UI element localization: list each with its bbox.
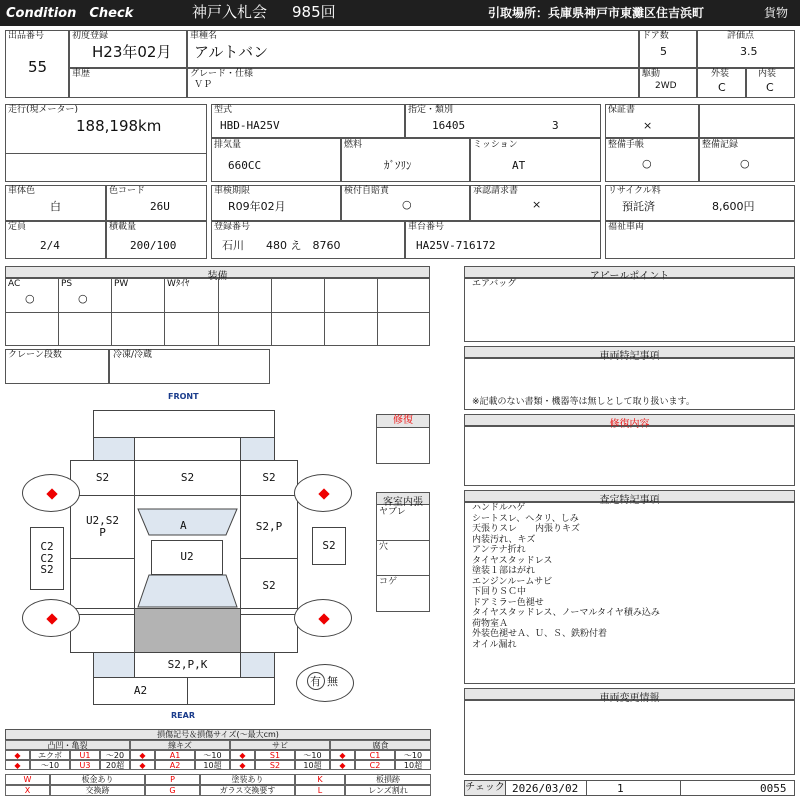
windshield xyxy=(138,509,237,535)
legend-code: C1 xyxy=(355,750,395,760)
front-label: FRONT xyxy=(168,392,199,401)
fuel: ｶﾞｿﾘﾝ xyxy=(384,159,412,172)
insurance-label: 検付自賠責 xyxy=(344,186,390,196)
mission-label: ミッション xyxy=(473,140,518,150)
spare-present: 有 xyxy=(310,675,321,688)
rear-bumper-left: A2 xyxy=(93,677,188,705)
fuel-label: 燃料 xyxy=(344,140,363,150)
blank-cell xyxy=(699,104,795,138)
legend-cell: ～10 xyxy=(195,750,230,760)
chassis-label: 車台番号 xyxy=(408,222,445,232)
wheel-rear-right xyxy=(294,599,352,637)
appeal-header: アピールポイント xyxy=(464,266,795,278)
doors: 5 xyxy=(660,45,667,58)
legend-group-dent: 凸凹・亀裂 xyxy=(5,740,130,750)
legend-group-corrosion: 腐食 xyxy=(330,740,431,750)
first-reg-label: 初度登録 xyxy=(72,31,109,41)
legend-cell: 10超 xyxy=(395,760,431,770)
interior: C xyxy=(766,81,774,94)
changes-header: 車両変更情報 xyxy=(464,688,795,700)
equip-ps-mark: ○ xyxy=(78,292,88,305)
legend-cell: ～10 xyxy=(395,750,431,760)
inspection-note-line: 外装色褪せＡ、Ｕ、Ｓ、鉄粉付着 xyxy=(472,629,608,639)
category-no: 3 xyxy=(552,119,559,132)
inspection-note-line: 天張りスレ 内張りキズ xyxy=(472,524,580,534)
changes-box xyxy=(464,700,795,775)
inspection-notes xyxy=(472,503,660,650)
divider xyxy=(376,540,430,541)
designation-label: 指定・類別 xyxy=(408,105,454,115)
cargo-floor xyxy=(134,608,241,653)
repair-box xyxy=(464,426,795,486)
repair-side-label: 修復 xyxy=(376,414,430,428)
legend-cell: ～10 xyxy=(295,750,330,760)
inspection-note-line: タイヤスタッドレス xyxy=(472,555,553,566)
legend-cell: 10超 xyxy=(195,760,230,770)
legend-code: C2 xyxy=(355,760,395,770)
diamond-icon: ◆ xyxy=(5,760,30,770)
legend-code: W xyxy=(5,774,50,785)
equip-ps-label: PS xyxy=(61,279,73,289)
inspection-note-line: 荷物室Ａ xyxy=(472,618,509,629)
notes-header: 査定特記事項 xyxy=(464,490,795,502)
mission: AT xyxy=(512,159,526,172)
drive: 2WD xyxy=(655,81,677,91)
left-rear-door xyxy=(70,558,135,615)
legend-code: K xyxy=(295,774,345,785)
warranty: × xyxy=(643,119,653,132)
divider xyxy=(376,575,430,576)
legend-code: S1 xyxy=(255,750,295,760)
appeal-text: エアバッグ xyxy=(472,279,517,289)
legend-cell: 20超 xyxy=(100,760,130,770)
history-label: 車歴 xyxy=(72,69,91,79)
score: 3.5 xyxy=(740,45,758,58)
capacity-label: 定員 xyxy=(8,222,27,232)
legend-header: 損傷記号＆損傷サイズ(～最大cm) xyxy=(5,729,431,740)
cabin-hole: 穴 xyxy=(379,542,389,552)
inspection-date: R09年02月 xyxy=(228,200,286,213)
front-grille xyxy=(134,437,241,461)
right-side-panel: S2 xyxy=(312,527,346,565)
lot-number: 55 xyxy=(28,58,48,76)
vehicle-category: 貨物 xyxy=(764,6,789,20)
legend-code: P xyxy=(145,774,200,785)
inspection-note-line: ハンドルハゲ xyxy=(472,503,526,513)
maint-record-label: 整備記録 xyxy=(702,140,739,150)
reg-no-label: 登録番号 xyxy=(214,222,251,232)
model-label: 型式 xyxy=(214,105,233,115)
mileage-cell xyxy=(5,104,207,182)
grade-label: グレード・仕様 xyxy=(190,69,254,79)
spare-none: 無 xyxy=(327,675,338,688)
crane-label: クレーン段数 xyxy=(8,350,62,360)
inspection-note-line: 内装汚れ、キズ xyxy=(472,534,536,545)
diamond-icon: ◆ xyxy=(130,750,155,760)
diamond-icon: ◆ xyxy=(230,760,255,770)
legend-code: A1 xyxy=(155,750,195,760)
diamond-icon: ◆ xyxy=(330,750,355,760)
maint-record: ○ xyxy=(740,157,750,170)
exterior: C xyxy=(718,81,726,94)
check-label: チェック xyxy=(464,780,506,796)
legend-cell: ～20 xyxy=(100,750,130,760)
lot-number-label: 出品番号 xyxy=(8,31,45,41)
score-label: 評価点 xyxy=(727,31,755,41)
equip-pw-label: PW xyxy=(114,279,129,289)
legend-group-rust: サビ xyxy=(230,740,330,750)
inspection-label: 車検期限 xyxy=(214,186,251,196)
divider xyxy=(5,153,207,154)
approval-label: 承認請求書 xyxy=(473,186,519,196)
inspection-note-line: ドアミラー色褪せ xyxy=(472,597,544,608)
approval: × xyxy=(532,198,542,211)
maint-book: ○ xyxy=(642,157,652,170)
legend-cell: 交換跡 xyxy=(50,785,145,796)
car-name: アルトバン xyxy=(194,43,269,61)
check-code: 0055 xyxy=(760,782,787,795)
warranty-label: 保証書 xyxy=(608,105,636,115)
roof-damage: A xyxy=(180,519,187,532)
designation: 16405 xyxy=(432,119,466,132)
front-right-light xyxy=(240,437,275,461)
check-number: 1 xyxy=(617,782,624,795)
auction-count: 985回 xyxy=(292,3,336,21)
cabin-tear: ヤブレ xyxy=(379,507,406,517)
spare-tire xyxy=(296,664,354,702)
model: HBD-HA25V xyxy=(220,119,280,132)
repair-header: 修復内容 xyxy=(464,414,795,426)
legend-cell: 塗装あり xyxy=(200,774,295,785)
divider xyxy=(586,780,587,796)
legend-cell: 10超 xyxy=(295,760,330,770)
legend-cell: 板損跡 xyxy=(345,774,431,785)
right-rear-door: S2 xyxy=(240,558,298,615)
legend-code: U3 xyxy=(70,760,100,770)
reg-no: 石川 480 え 8760 xyxy=(222,239,341,252)
recycle-status: 預託済 xyxy=(622,200,655,213)
freezer-label: 冷凍/冷蔵 xyxy=(113,350,153,360)
color-code-label: 色コード xyxy=(109,186,146,196)
inspection-note-line: エンジンルームサビ xyxy=(472,576,553,587)
recycle-fee: 8,600円 xyxy=(712,200,755,213)
left-side-panel: C2 C2 S2 xyxy=(30,527,64,590)
first-reg: H23年02月 xyxy=(92,43,172,61)
legend-group-scratch: 線キズ xyxy=(130,740,230,750)
load-label: 積載量 xyxy=(109,222,137,232)
back-door: S2,P,K xyxy=(134,652,241,678)
doors-label: ドア数 xyxy=(642,31,669,41)
inspection-note-line: アンテナ折れ xyxy=(472,545,526,555)
grade-cell xyxy=(187,68,639,98)
rear-bumper-right xyxy=(187,677,275,705)
roof-panel: U2 xyxy=(151,540,223,575)
wheel-front-right xyxy=(294,474,352,512)
equip-wtire-label: Wﾀｲﾔ xyxy=(167,279,190,289)
rear-label: REAR xyxy=(171,711,195,720)
legend-code: S2 xyxy=(255,760,295,770)
wheel-rear-left xyxy=(22,599,80,637)
right-front-door: S2,P xyxy=(240,495,298,559)
special-header: 車両特記事項 xyxy=(464,346,795,358)
rear-window xyxy=(138,575,237,607)
legend-cell: 板金あり xyxy=(50,774,145,785)
legend-code: G xyxy=(145,785,200,796)
auction-name: 神戸入札会 xyxy=(192,3,268,21)
rear-left-light xyxy=(93,652,135,678)
front-left-light xyxy=(93,437,135,461)
left-front-door: U2,S2 P xyxy=(70,495,135,559)
displacement-label: 排気量 xyxy=(214,140,242,150)
legend-code: U1 xyxy=(70,750,100,760)
insurance: ○ xyxy=(402,198,412,211)
diamond-icon: ◆ xyxy=(130,760,155,770)
front-right-fender: S2 xyxy=(240,460,298,496)
recycle-label: リサイクル料 xyxy=(608,186,661,196)
body-color-label: 車体色 xyxy=(8,186,36,196)
equipment-header: 装備 xyxy=(5,266,430,278)
inspection-note-line: オイル漏れ xyxy=(472,639,517,650)
diamond-icon: ◆ xyxy=(5,750,30,760)
equip-ac-mark: ○ xyxy=(25,292,35,305)
hood: S2 xyxy=(134,460,241,496)
grade: ＶＰ xyxy=(194,80,213,90)
rear-right-light xyxy=(240,652,275,678)
car-name-label: 車種名 xyxy=(190,31,218,41)
load-capacity: 200/100 xyxy=(130,239,177,252)
diamond-icon: ◆ xyxy=(330,760,355,770)
color-code: 26U xyxy=(150,200,170,213)
divider xyxy=(5,312,430,313)
capacity: 2/4 xyxy=(40,239,60,252)
pickup-location: 引取場所：兵庫県神戸市東灘区住吉浜町 xyxy=(488,6,705,20)
exterior-label: 外装 xyxy=(711,69,730,79)
inspection-note-line: タイヤスタッドレス、ノーマルタイヤ積み込み xyxy=(472,608,660,618)
maint-book-label: 整備手帳 xyxy=(608,140,645,150)
form-title: Condition Check xyxy=(6,6,134,21)
inspection-note-line: 塗装１部はがれ xyxy=(472,566,536,576)
wheel-front-left xyxy=(22,474,80,512)
rear-right-quarter xyxy=(240,608,298,653)
legend-cell: ガラス交換要す xyxy=(200,785,295,796)
legend-code: X xyxy=(5,785,50,796)
divider xyxy=(680,780,681,796)
inspection-note-line: シートスレ、ヘタリ、しみ xyxy=(472,513,579,524)
legend-cell: ～10 xyxy=(30,760,70,770)
front-left-fender: S2 xyxy=(70,460,135,496)
legend-cell: レンズ割れ xyxy=(345,785,431,796)
body-color: 白 xyxy=(50,200,61,213)
displacement: 660CC xyxy=(228,159,262,172)
chassis-no: HA25V-716172 xyxy=(416,239,496,252)
front-bumper xyxy=(93,410,275,438)
legend-cell: エクボ xyxy=(30,750,70,760)
cabin-burn: コゲ xyxy=(379,577,398,587)
diamond-icon: ◆ xyxy=(230,750,255,760)
legend-code: A2 xyxy=(155,760,195,770)
welfare-label: 福祉車両 xyxy=(608,222,645,232)
inspection-note-line: 下回りＳＣ中 xyxy=(472,587,527,597)
legend-code: L xyxy=(295,785,345,796)
mileage: 188,198km xyxy=(76,117,162,135)
special-note: ※記載のない書類・機器等は無しとして取り扱います。 xyxy=(472,397,695,407)
check-date: 2026/03/02 xyxy=(512,782,579,795)
interior-label: 内装 xyxy=(758,69,777,79)
cabin-label: 客室内張 xyxy=(376,492,430,505)
drive-label: 駆動 xyxy=(642,69,661,79)
mileage-label: 走行(現メーター) xyxy=(8,105,79,115)
equip-ac-label: AC xyxy=(8,279,21,289)
